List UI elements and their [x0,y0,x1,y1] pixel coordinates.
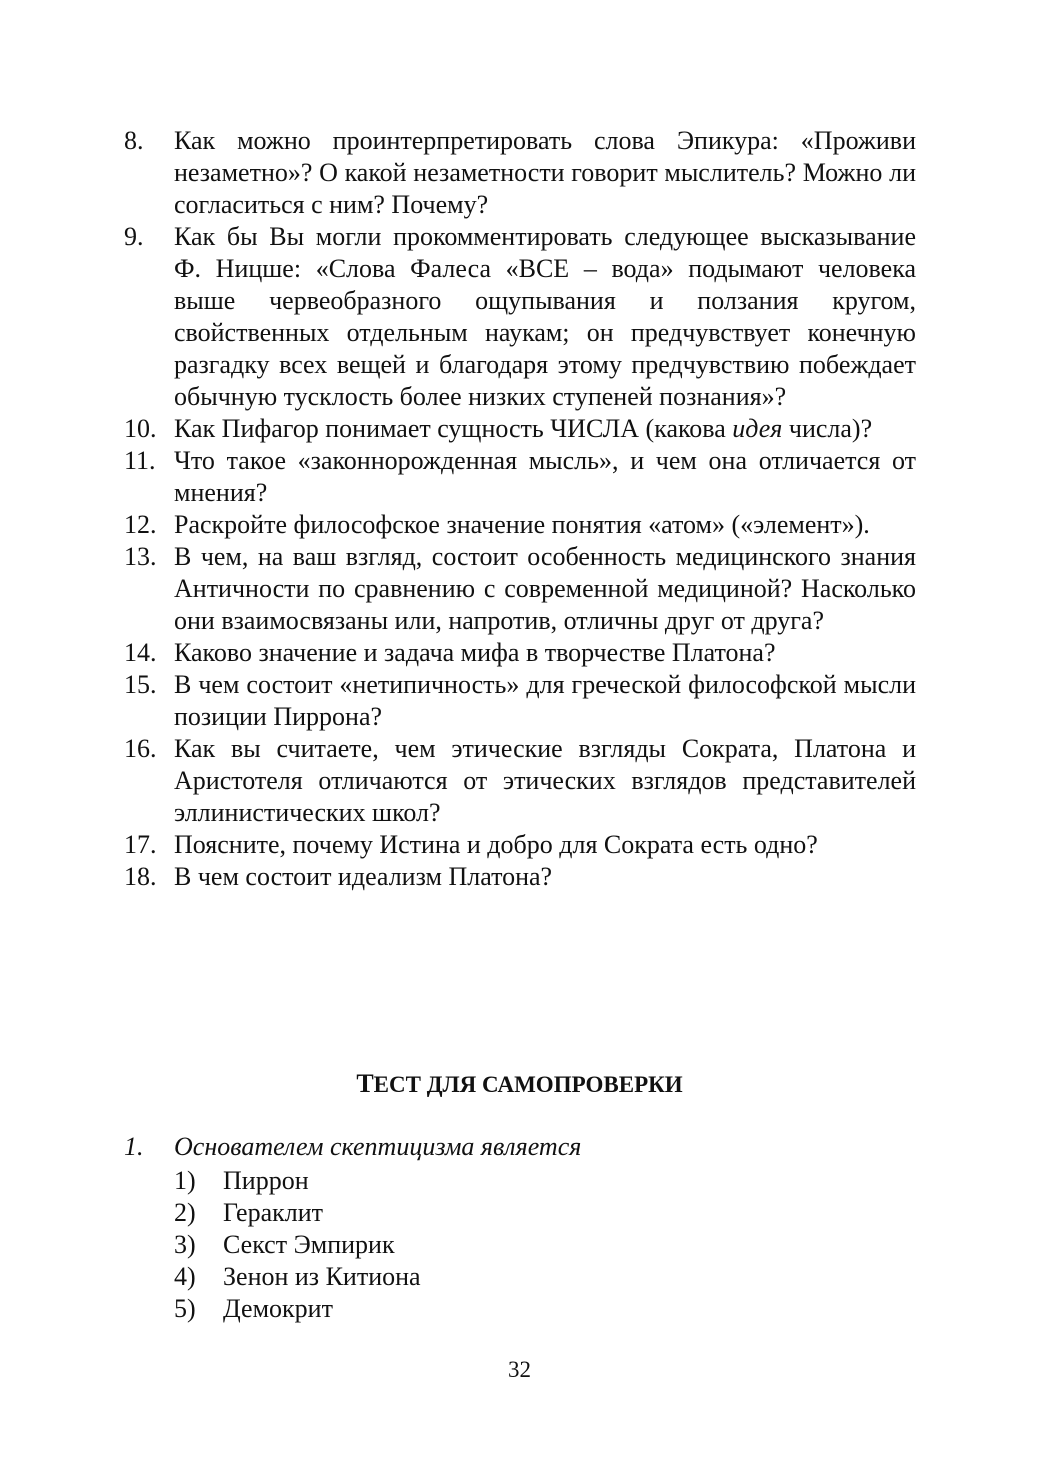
question-number: 11. [124,446,156,475]
answer-option [124,1165,916,1197]
answer-options [124,1165,916,1325]
question-item [124,509,916,541]
question-number: 14. [124,638,157,667]
question-item [124,861,916,893]
question-number: 13. [124,542,157,571]
option-text: Зенон из Китиона [223,1262,421,1291]
test-block [124,1131,916,1325]
question-text: Как можно проинтерпретировать слова Эпикура: «Проживи незаметно»? О какой незаметности говорит мыслитель? Можно ли согласиться с ним? Почему? [174,126,916,219]
question-item [124,669,916,733]
section-title-initial: Т [356,1069,374,1098]
question-number: 15. [124,670,157,699]
question-text: Каково значение и задача мифа в творчестве Платона? [174,638,776,667]
question-item [124,829,916,861]
answer-option [124,1293,916,1325]
question-text: Как вы считаете, чем этические взгляды Сократа, Платона и Аристотеля отличаются от этических взглядов представителей эллинистических школ? [174,734,916,827]
question-number: 8. [124,126,144,155]
emphasis-word: идея [732,414,783,443]
question-item [124,637,916,669]
option-number: 1) [174,1166,196,1195]
question-item [124,221,916,413]
question-number: 18. [124,862,157,891]
option-number: 3) [174,1230,196,1259]
test-question-text: Основателем скептицизма является [174,1132,582,1161]
question-text: В чем состоит идеализм Платона? [174,862,553,891]
question-number: 9. [124,222,144,251]
option-number: 5) [174,1294,196,1323]
option-text: Пиррон [223,1166,309,1195]
section-title-rest: ЕСТ ДЛЯ САМОПРОВЕРКИ [373,1072,683,1097]
question-number: 10. [124,414,157,443]
question-text: Как Пифагор понимает сущность ЧИСЛА (какова идея числа)? [174,414,873,443]
option-text: Демокрит [223,1294,333,1323]
question-text: Как бы Вы могли прокомментировать следующее высказывание Ф. Ницше: «Слова Фалеса «ВСЕ – вода» подымают человека выше червеобразного ощупывания и ползания кругом, свойственных отдельным наукам; он предчувствует конечную разгадку всех вещей и благодаря этому предчувствию побеждает обычную тусклость более низких ступеней познания»? [174,222,916,411]
answer-option [124,1229,916,1261]
question-number: 16. [124,734,157,763]
question-item [124,541,916,637]
test-question [124,1131,916,1163]
question-item [124,445,916,509]
section-title [0,1068,1039,1101]
question-item [124,125,916,221]
question-text: Поясните, почему Истина и добро для Сократа есть одно? [174,830,818,859]
answer-option [124,1197,916,1229]
question-number: 12. [124,510,157,539]
option-text: Гераклит [223,1198,324,1227]
question-number: 17. [124,830,157,859]
test-question-number: 1. [124,1132,144,1161]
question-item [124,733,916,829]
question-text: В чем, на ваш взгляд, состоит особенность медицинского знания Античности по сравнению с современной медициной? Насколько они взаимосвязаны или, напротив, отличны друг от друга? [174,542,916,635]
option-number: 4) [174,1262,196,1291]
page-number: 32 [508,1357,531,1382]
answer-option [124,1261,916,1293]
question-text: Раскройте философское значение понятия «атом» («элемент»). [174,510,870,539]
option-number: 2) [174,1198,196,1227]
option-text: Секст Эмпирик [223,1230,395,1259]
question-text: Что такое «законнорожденная мысль», и чем она отличается от мнения? [174,446,916,507]
question-item [124,413,916,445]
question-list [124,125,916,893]
question-text: В чем состоит «нетипичность» для греческой философской мысли позиции Пиррона? [174,670,916,731]
